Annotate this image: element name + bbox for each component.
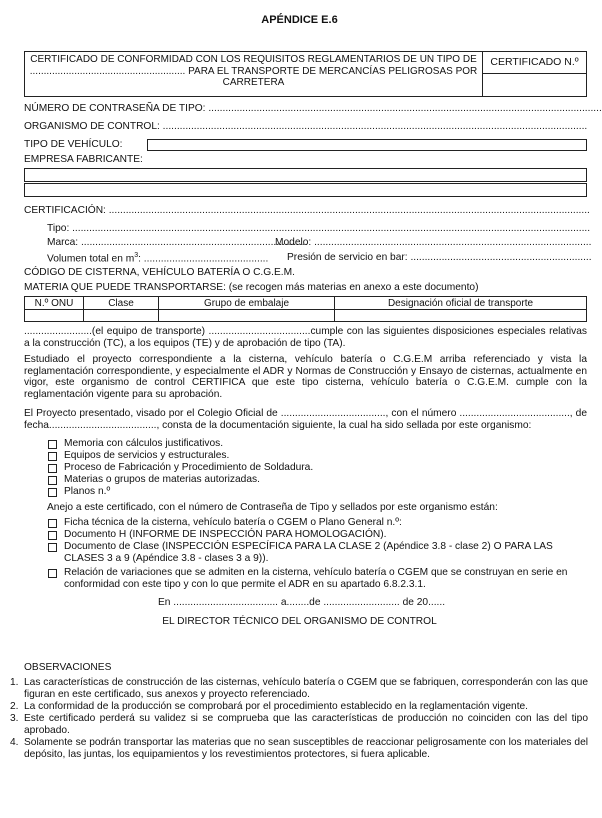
tipo-vehiculo-input[interactable] [147,139,587,151]
checkbox[interactable] [48,569,57,578]
list-item: 2. La conformidad de la producción se comprobará por el procedimiento establecido en la reglamentación vigente. [10,701,529,712]
cell-grupo[interactable] [159,310,335,322]
contrasena-field[interactable]: NÚMERO DE CONTRASEÑA DE TIPO: ........................................................................................................................................... [24,103,602,114]
list-item: 1. Las características de construcción de las cisternas, vehículo batería o CGEM que se fabriquen, corresponderán con las que figuran en este certificado, sus anexos y proyecto referenciado. [10,677,588,700]
observaciones-title: OBSERVACIONES [24,662,112,673]
empresa-input-2[interactable] [24,183,587,197]
cell-onu[interactable] [25,310,84,322]
checkbox[interactable] [48,464,57,473]
list-item[interactable]: Documento de Clase (INSPECCIÓN ESPECÍFICA PARA LA CLASE 2 (Apéndice 3.8 - clase 2) O PARA LAS CLASES 3 a 9 (Apéndice 3.8 - clases 3 a 9)). [48,541,588,564]
checkbox[interactable] [48,519,57,528]
checkbox[interactable] [48,452,57,461]
col-onu: N.º ONU [25,297,84,310]
list-item[interactable]: Planos n.º [48,486,588,498]
paragraph-anejo: Anejo a este certificado, con el número de Contraseña de Tipo y sellados por este organismo están: [47,502,498,513]
cell-clase[interactable] [84,310,159,322]
list-item: 3. Este certificado perderá su validez si se comprueba que las características de producción no coinciden con las del tipo aprobado. [10,713,588,736]
certificacion-field[interactable]: CERTIFICACIÓN: .......................................................................................................................................................................... [24,205,590,216]
place-date-line[interactable]: En ..................................... a........de ........................... de 20...... [158,597,446,608]
materias-table [24,296,587,322]
list-item[interactable]: Relación de variaciones que se admiten en la cisterna, vehículo batería o CGEM que se construyan en serie en conformidad con este tipo y con lo que permite el ADR en su apartado 6.8.2.3.1. [48,567,588,590]
col-clase: Clase [84,297,159,310]
director-signature-label: EL DIRECTOR TÉCNICO DEL ORGANISMO DE CONTROL [162,616,437,627]
codigo-cisterna-label: CÓDIGO DE CISTERNA, VEHÍCULO BATERÍA O C.G.E.M. [24,267,295,278]
list-item[interactable]: Documento H (INFORME DE INSPECCIÓN PARA HOMOLOGACIÓN). [48,529,588,541]
checkbox[interactable] [48,488,57,497]
marca-field[interactable]: Marca: ................................................................................ [47,237,308,248]
table-header-row [25,297,587,310]
list-item[interactable]: Materias o grupos de materias autorizadas. [48,474,588,486]
certificate-header-box [24,51,587,97]
list-item: 4. Solamente se podrán transportar las materias que no sean susceptibles de reaccionar peligrosamente con los materiales del depósito, las juntas, los equipamientos y los revestimientos protectores, si fuera aplicable. [10,737,588,760]
list-item[interactable]: Equipos de servicios y estructurales. [48,450,588,462]
presion-field[interactable]: Presión de servicio en bar: ................................................................ [287,252,592,263]
col-designacion: Designación oficial de transporte [335,297,587,310]
materia-label: MATERIA QUE PUEDE TRANSPORTARSE: (se recogen más materias en anexo a este documento) [24,282,479,293]
empresa-label: EMPRESA FABRICANTE: [24,154,143,165]
paragraph-certifica: Estudiado el proyecto correspondiente a la cisterna, vehículo batería o C.G.E.M arriba referenciado y vista la reglamentación correspondiente, y especialmente el ADR y Normas de Construcción y Ensayo de cisternas, actualmente en vigor, este organismo de control CERTIFICA que este tipo cisterna, vehículo batería o C.G.E.M. cumple con la reglamentación vigente para su aprobación. [24,354,587,400]
checkbox[interactable] [48,476,57,485]
page-title: APÉNDICE E.6 [261,14,338,26]
list-item[interactable]: Memoria con cálculos justificativos. [48,438,588,450]
checkbox[interactable] [48,531,57,540]
list-item[interactable]: Proceso de Fabricación y Procedimiento de Soldadura. [48,462,588,474]
paragraph-proyecto: El Proyecto presentado, visado por el Colegio Oficial de ....................................., con el número ......................................., de fecha......................................, consta de la documentación siguiente, la cual ha sido sellada por este organismo: [24,408,587,431]
table-row[interactable] [25,310,587,322]
volumen-field[interactable]: Volumen total en $m^3$: ............................................ [47,252,269,265]
empresa-input-1[interactable] [24,168,587,182]
organismo-field[interactable]: ORGANISMO DE CONTROL: ...................................................................................................................................................... [24,121,588,132]
checkbox[interactable] [48,543,57,552]
col-grupo: Grupo de embalaje [159,297,335,310]
certificate-number-label: CERTIFICADO N.º [483,52,586,74]
checkbox[interactable] [48,440,57,449]
modelo-field[interactable]: Modelo: .................................................................................................. [275,237,592,248]
paragraph-disposiciones: ........................(el equipo de transporte) ....................................cumple con las siguientes disposiciones especiales relativas a la construcción (TC), a los equipos (TE) y de aprobación de tipo (TA). [24,326,587,349]
tipo-vehiculo-label: TIPO DE VEHÍCULO: [24,139,123,150]
cell-designacion[interactable] [335,310,587,322]
tipo-field[interactable]: Tipo: ....................................................................................................................................................................................... [47,223,591,234]
certificate-heading: CERTIFICADO DE CONFORMIDAD CON LOS REQUISITOS REGLAMENTARIOS DE UN TIPO DE ........................................................ PARA EL TRANSPORTE DE MERCANCÍAS PELIGROSAS POR CARRETERA [25,52,483,96]
list-item[interactable]: Ficha técnica de la cisterna, vehículo batería o CGEM o Plano General n.º: [48,517,588,529]
certificate-number-field[interactable] [483,74,586,96]
